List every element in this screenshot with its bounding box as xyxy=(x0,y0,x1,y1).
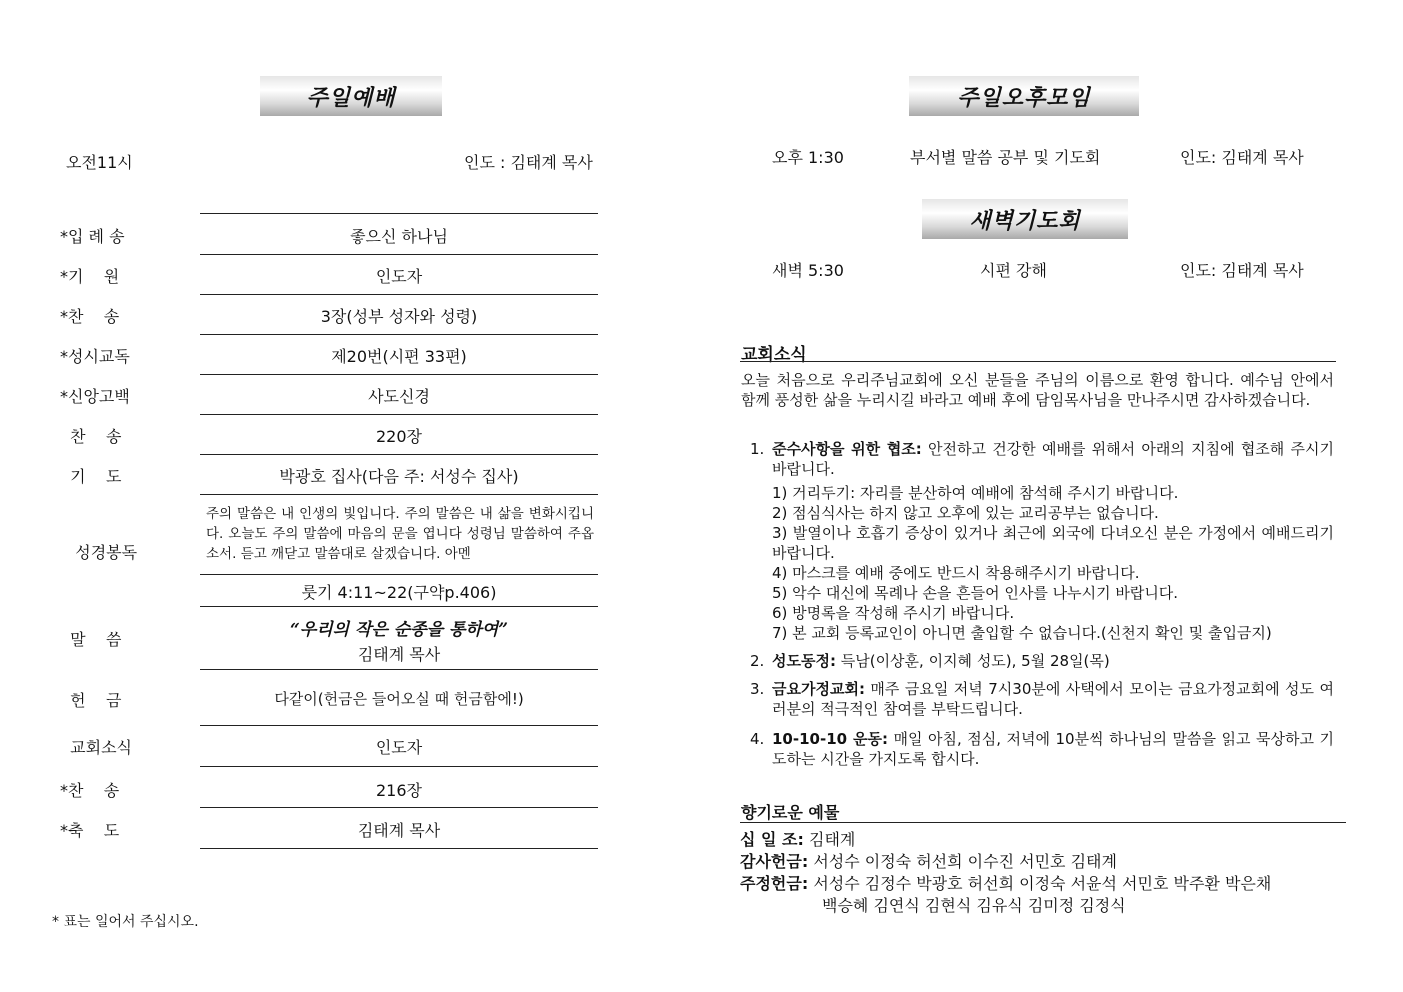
guideline-item: 5) 악수 대신에 목례나 손을 흔들어 인사를 나누시기 바랍니다. xyxy=(772,584,1179,602)
tithe-line xyxy=(740,829,855,851)
scripture-prayer-text: 주의 말씀은 내 인생의 빛입니다. 주의 말씀은 내 삶을 변화시킵니다. 오늘도 주의 말씀에 마음의 문을 엽니다 성령님 말씀하여 주옵소서. 듣고 깨닫고 말씀대로 살겠습니다. 아멘 xyxy=(206,506,594,562)
divider xyxy=(200,334,598,335)
order-label: 헌 금 xyxy=(60,691,122,710)
dawn-prayer-banner: 새벽기도회 xyxy=(922,199,1128,239)
guideline-item: 1) 거리두기: 자리를 분산하여 예배에 참석해 주시기 바랍니다. xyxy=(772,484,1179,502)
divider xyxy=(200,213,598,214)
sermon-title: “우리의 작은 순종을 통하여” xyxy=(290,620,508,640)
divider xyxy=(200,254,598,255)
divider xyxy=(200,766,598,767)
offering-title: 향기로운 예물 xyxy=(741,803,840,822)
news-item-4 xyxy=(772,729,1334,769)
sermon-preacher: 김태계 목사 xyxy=(357,645,441,664)
order-value: 김태계 목사 xyxy=(357,821,441,840)
order-label: 교회소식 xyxy=(60,738,132,757)
news-item-heading: 준수사항을 위한 협조: xyxy=(772,440,922,458)
divider xyxy=(200,374,598,375)
monthly-line xyxy=(740,873,1271,895)
order-value: 인도자 xyxy=(375,267,423,286)
order-value: 다같이(헌금은 들어오실 때 헌금함에!) xyxy=(274,690,524,708)
guideline-item: 2) 점심식사는 하지 않고 오후에 있는 교리공부는 없습니다. xyxy=(772,504,1159,522)
order-value: 220장 xyxy=(376,427,422,446)
dawn-leader: 인도: 김태계 목사 xyxy=(1180,261,1304,280)
news-item-number: 3. xyxy=(750,680,765,698)
news-item-number: 1. xyxy=(750,440,765,458)
divider xyxy=(740,361,1336,362)
sunday-worship-banner: 주일예배 xyxy=(260,76,442,116)
dawn-content: 시편 강해 xyxy=(980,261,1047,280)
church-news-title: 교회소식 xyxy=(741,345,807,365)
guideline-item: 7) 본 교회 등록교인이 아니면 출입할 수 없습니다.(신천지 확인 및 출입금지) xyxy=(772,624,1272,642)
monthly-label: 주정헌금: xyxy=(740,874,809,893)
order-label: *찬 송 xyxy=(60,781,120,800)
divider xyxy=(200,414,598,415)
divider xyxy=(200,725,598,726)
monthly-names: 서성수 김정수 박광호 허선희 이정숙 서윤석 서민호 박주환 박은채 xyxy=(808,874,1272,893)
thanks-line xyxy=(740,851,1117,873)
guideline-item: 6) 방명록을 작성해 주시기 바랍니다. xyxy=(772,604,1015,622)
divider xyxy=(200,807,598,808)
order-value: 사도신경 xyxy=(368,387,430,406)
news-item-heading: 10-10-10 운동: xyxy=(772,730,889,748)
news-item-heading: 성도동정: xyxy=(772,652,836,670)
news-item-number: 4. xyxy=(750,730,765,748)
afternoon-content: 부서별 말씀 공부 및 기도회 xyxy=(910,148,1101,167)
order-value: 216장 xyxy=(376,781,422,800)
order-value: 제20번(시편 33편) xyxy=(331,347,467,366)
scripture-reference: 룻기 4:11~22(구약p.406) xyxy=(301,583,497,602)
order-value: 박광호 집사(다음 주: 서성수 집사) xyxy=(279,467,519,486)
order-label: 말 씀 xyxy=(60,630,122,649)
order-label: *성시교독 xyxy=(60,347,130,366)
order-label: *기 원 xyxy=(60,267,120,286)
worship-leader: 인도 : 김태계 목사 xyxy=(464,153,593,172)
divider xyxy=(200,606,598,607)
divider xyxy=(740,822,1346,823)
news-item-text: 안전하고 건강한 예배를 위해서 아래의 지침에 협조해 주시기 바랍니다. xyxy=(772,440,1334,478)
afternoon-time: 오후 1:30 xyxy=(772,148,844,167)
tithe-label: 십 일 조: xyxy=(740,830,804,849)
news-item-number: 2. xyxy=(750,652,765,670)
news-item-2 xyxy=(772,651,1110,671)
welcome-paragraph: 오늘 처음으로 우리주님교회에 오신 분들을 주님의 이름으로 환영 합니다. 예수님 안에서 함께 풍성한 삶을 누리시길 바라고 예배 후에 담임목사님을 만나주시면 감사하겠습니다. xyxy=(741,371,1334,409)
divider xyxy=(200,494,598,495)
order-label: *축 도 xyxy=(60,821,120,840)
divider xyxy=(200,574,598,575)
divider xyxy=(200,848,598,849)
order-value: 3장(성부 성자와 성령) xyxy=(320,307,478,326)
order-label: 찬 송 xyxy=(60,427,122,446)
afternoon-meeting-banner: 주일오후모임 xyxy=(909,76,1139,116)
order-label: *찬 송 xyxy=(60,307,120,326)
order-label: 기 도 xyxy=(60,467,122,486)
news-item-3 xyxy=(772,679,1334,719)
tithe-names: 김태계 xyxy=(803,830,856,849)
dawn-time: 새벽 5:30 xyxy=(772,261,844,280)
afternoon-leader: 인도: 김태계 목사 xyxy=(1180,148,1304,167)
guideline-item: 3) 발열이나 호흡기 증상이 있거나 최근에 외국에 다녀오신 분은 가정에서 예배드리기 바랍니다. xyxy=(772,524,1334,562)
news-item-1 xyxy=(772,439,1334,479)
order-value: 인도자 xyxy=(375,738,423,757)
order-value: 좋으신 하나님 xyxy=(350,227,448,246)
news-item-text: 매주 금요일 저녁 7시30분에 사택에서 모이는 금요가정교회에 성도 여러분의 적극적인 참여를 부탁드립니다. xyxy=(772,680,1334,718)
divider xyxy=(200,454,598,455)
divider xyxy=(200,294,598,295)
monthly-line-2: 백승혜 김연식 김현식 김유식 김미정 김정식 xyxy=(822,896,1126,915)
divider xyxy=(200,669,598,670)
guideline-item: 4) 마스크를 예배 중에도 반드시 착용해주시기 바랍니다. xyxy=(772,564,1140,582)
news-item-text: 매일 아침, 점심, 저녁에 10분씩 하나님의 말씀을 읽고 묵상하고 기도하는 시간을 가지도록 합시다. xyxy=(772,730,1334,768)
thanks-names: 서성수 이정숙 허선희 이수진 서민호 김태계 xyxy=(808,852,1117,871)
worship-time: 오전11시 xyxy=(66,153,133,172)
footnote: * 표는 일어서 주십시오. xyxy=(52,914,199,930)
order-label: *신앙고백 xyxy=(60,387,130,406)
order-label: 성경봉독 xyxy=(60,543,138,562)
thanks-label: 감사헌금: xyxy=(740,852,809,871)
news-item-heading: 금요가정교회: xyxy=(772,680,865,698)
order-label: *입 례 송 xyxy=(60,227,125,246)
news-item-text: 득남(이상훈, 이지혜 성도), 5월 28일(목) xyxy=(835,652,1110,670)
